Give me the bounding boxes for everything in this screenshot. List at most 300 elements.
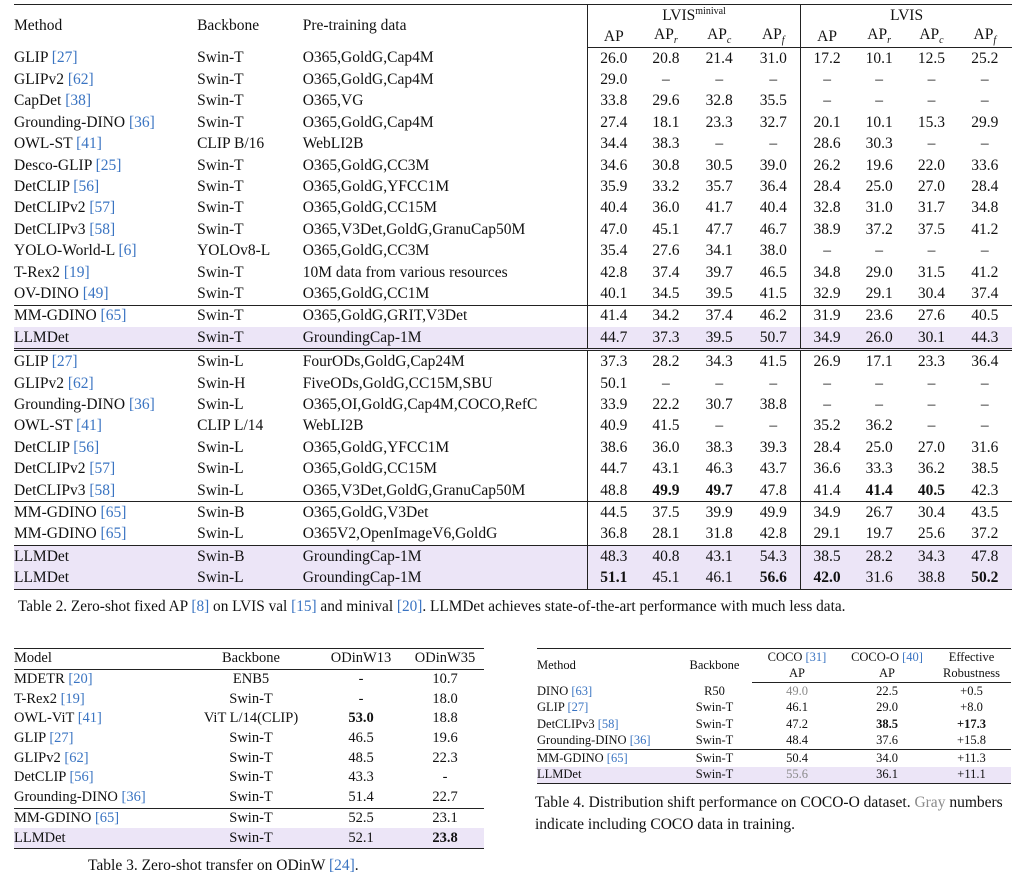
table-3-caption: Table 3. Zero-shot transfer on ODinW [24].	[88, 857, 359, 874]
value-cell: 21.4	[705, 49, 733, 67]
backbone-cell: Swin-T	[229, 769, 273, 786]
table-row	[14, 155, 1012, 176]
value-cell: 37.2	[971, 525, 999, 543]
effective-robustness-cell: +15.8	[957, 733, 986, 748]
backbone-cell: Swin-L	[197, 395, 244, 413]
backbone-cell: Swin-T	[677, 750, 752, 767]
table-row	[14, 48, 1012, 70]
value-cell: 35.2	[801, 416, 853, 437]
value-cell: 20.8	[652, 49, 680, 67]
value-cell: 36.4	[759, 178, 787, 196]
value-cell: 41.4	[587, 305, 639, 327]
table-row	[14, 788, 484, 808]
value-cell: 42.8	[759, 525, 787, 543]
value-cell: 26.7	[853, 502, 905, 524]
value-cell: 25.6	[917, 525, 946, 543]
value-cell: 29.6	[652, 92, 680, 110]
value-cell: 23.3	[905, 350, 957, 373]
value-cell: 29.1	[865, 284, 893, 302]
backbone-cell: Swin-T	[197, 284, 244, 302]
value-cell: 47.7	[705, 220, 733, 238]
value-cell: 39.7	[705, 263, 733, 281]
method-cell: DetCLIPv2 [57]	[14, 199, 116, 217]
pretraining-data-cell: O365,GoldG,Cap4M	[302, 113, 434, 131]
value-cell: 40.8	[640, 545, 692, 567]
pretraining-data-cell: 10M data from various resources	[302, 263, 508, 281]
coco-o-ap-cell: 22.5	[876, 683, 898, 698]
header-ap: AP	[842, 666, 932, 683]
value-cell: –	[769, 135, 778, 153]
table-row	[14, 198, 1012, 219]
backbone-cell: Swin-T	[197, 178, 244, 196]
value-cell: 31.8	[705, 525, 733, 543]
backbone-cell: Swin-T	[197, 156, 244, 174]
value-cell: 36.2	[917, 460, 946, 478]
method-cell: OWL-ST [41]	[14, 135, 102, 153]
value-cell: 31.0	[759, 49, 787, 67]
pretraining-data-cell: O365,GoldG,Cap4M	[302, 71, 434, 89]
value-cell: 49.9	[746, 502, 800, 524]
backbone-cell: Swin-T	[186, 828, 316, 848]
value-cell: 37.2	[865, 220, 893, 238]
odinw35-cell: 22.3	[432, 749, 458, 766]
value-cell: 36.2	[865, 417, 893, 435]
value-cell: 34.3	[905, 545, 957, 567]
header-pretraining-data: Pre-training data	[303, 5, 588, 48]
method-cell: CapDet [38]	[14, 92, 92, 110]
table-row	[14, 350, 1012, 373]
table-row	[537, 716, 1011, 733]
value-cell: –	[927, 395, 936, 413]
value-cell: 47.0	[587, 219, 639, 240]
backbone-cell: Swin-T	[229, 749, 273, 766]
value-cell: 41.5	[746, 350, 800, 373]
value-cell: 22.0	[917, 156, 946, 174]
value-cell: 49.7	[705, 481, 733, 499]
value-cell: 51.1	[587, 567, 639, 589]
value-cell: –	[980, 417, 989, 435]
value-cell: 40.4	[759, 199, 787, 217]
method-cell: Grounding-DINO [36]	[14, 113, 155, 131]
value-cell: 26.9	[801, 350, 853, 373]
method-cell: GLIP [27]	[537, 700, 589, 715]
table-row	[537, 750, 1011, 767]
value-cell: 30.7	[705, 395, 733, 413]
odinw13-cell: 43.3	[348, 769, 374, 786]
value-cell: –	[801, 394, 853, 415]
value-cell: –	[801, 69, 853, 90]
header-apf: $AP_f$	[958, 26, 1012, 48]
table-row	[14, 241, 1012, 262]
value-cell: 38.8	[905, 567, 957, 589]
pretraining-data-cell: O365,GoldG,V3Det	[303, 502, 588, 524]
value-cell: 23.3	[705, 113, 733, 131]
value-cell: 47.8	[759, 481, 787, 499]
value-cell: 50.7	[746, 327, 800, 350]
value-cell: –	[875, 92, 884, 110]
value-cell: 31.6	[853, 567, 905, 589]
value-cell: 33.8	[587, 91, 639, 112]
backbone-cell: CLIP B/16	[197, 135, 265, 153]
value-cell: 44.7	[587, 327, 639, 350]
method-cell: MM-GDINO [65]	[14, 525, 127, 543]
odinw13-cell: 52.5	[316, 808, 406, 828]
value-cell: –	[662, 71, 670, 89]
value-cell: 43.1	[692, 545, 746, 567]
value-cell: 37.5	[917, 220, 946, 238]
value-cell: –	[801, 241, 853, 262]
value-cell: 29.0	[865, 263, 893, 281]
method-cell: DetCLIPv3 [58]	[14, 220, 116, 238]
value-cell: 41.2	[971, 220, 999, 238]
method-cell: LLMDet	[14, 327, 197, 350]
table-row	[14, 112, 1012, 133]
value-cell: –	[980, 374, 989, 392]
backbone-cell: ENB5	[232, 671, 270, 688]
table-row	[14, 729, 484, 749]
pretraining-data-cell: O365,GoldG,Cap4M	[302, 49, 434, 67]
value-cell: 30.4	[917, 284, 946, 302]
value-cell: 36.0	[652, 438, 680, 456]
value-cell: 28.4	[801, 176, 853, 197]
model-cell: MDETR [20]	[14, 671, 93, 688]
header-method: Method	[537, 649, 677, 683]
method-cell: OWL-ST [41]	[14, 417, 102, 435]
effective-robustness-cell: +0.5	[960, 683, 983, 698]
method-cell: GLIP [27]	[14, 49, 78, 67]
value-cell: 31.6	[971, 438, 999, 456]
table-row	[14, 567, 1012, 589]
value-cell: 40.9	[587, 416, 639, 437]
value-cell: 40.5	[917, 481, 946, 499]
value-cell: 39.5	[705, 284, 733, 302]
value-cell: 30.4	[905, 502, 957, 524]
pretraining-data-cell: WebLI2B	[302, 417, 364, 435]
value-cell: 50.1	[587, 373, 639, 394]
value-cell: 41.2	[971, 263, 999, 281]
pretraining-data-cell: O365,OI,GoldG,Cap4M,COCO,RefC	[302, 395, 538, 413]
value-cell: 25.0	[865, 178, 893, 196]
model-cell: DetCLIP [56]	[14, 769, 94, 786]
odinw35-cell: 18.8	[432, 710, 458, 727]
header-apc: $AP_c$	[692, 26, 746, 48]
method-cell: LLMDet	[14, 545, 197, 567]
header-odinw13: ODinW13	[316, 649, 406, 670]
value-cell: 36.0	[652, 199, 680, 217]
backbone-cell: Swin-T	[186, 808, 316, 828]
backbone-cell: Swin-L	[197, 525, 244, 543]
header-lvis-minival: $LVIS^{minival}$	[587, 5, 800, 27]
table-row	[14, 748, 484, 768]
table-row	[14, 176, 1012, 197]
value-cell: 46.3	[705, 460, 733, 478]
value-cell: 12.5	[917, 49, 946, 67]
backbone-cell: CLIP L/14	[197, 417, 264, 435]
value-cell: 26.0	[587, 48, 639, 70]
table-row	[14, 545, 1012, 567]
table-row	[14, 709, 484, 729]
value-cell: 29.0	[587, 69, 639, 90]
value-cell: 35.5	[759, 92, 787, 110]
value-cell: 39.0	[759, 156, 787, 174]
value-cell: –	[662, 374, 670, 392]
table-4	[537, 648, 1011, 784]
value-cell: 54.3	[746, 545, 800, 567]
value-cell: 27.0	[917, 178, 946, 196]
coco-o-ap-cell: 29.0	[876, 700, 898, 715]
odinw13-cell: 51.4	[348, 789, 374, 806]
value-cell: 23.6	[853, 305, 905, 327]
header-backbone: Backbone	[197, 5, 303, 48]
value-cell: –	[980, 135, 989, 153]
backbone-cell: Swin-T	[197, 49, 244, 67]
method-cell: DetCLIPv3 [58]	[537, 716, 619, 731]
table-2	[14, 4, 1012, 590]
value-cell: 18.1	[652, 113, 680, 131]
value-cell: 27.4	[587, 112, 639, 133]
value-cell: 28.4	[971, 178, 999, 196]
odinw35-cell: 18.0	[432, 690, 458, 707]
backbone-cell: Swin-T	[197, 305, 303, 327]
table-row	[14, 91, 1012, 112]
value-cell: –	[980, 92, 989, 110]
backbone-cell: Swin-T	[197, 71, 244, 89]
pretraining-data-cell: O365,GoldG,CC1M	[302, 284, 430, 302]
value-cell: 37.4	[652, 263, 680, 281]
method-cell: GLIP [27]	[14, 350, 197, 373]
value-cell: 49.9	[652, 481, 680, 499]
odinw13-cell: -	[358, 690, 364, 707]
value-cell: 25.0	[865, 438, 893, 456]
odinw13-cell: 48.5	[348, 749, 374, 766]
value-cell: 34.4	[587, 134, 639, 155]
backbone-cell: Swin-T	[677, 767, 752, 784]
value-cell: 40.5	[958, 305, 1012, 327]
header-lvis: LVIS	[801, 5, 1012, 27]
pretraining-data-cell: FourODs,GoldG,Cap24M	[303, 350, 588, 373]
model-cell: GLIP [27]	[14, 730, 74, 747]
coco-ap-cell: 47.2	[786, 716, 808, 731]
backbone-cell: Swin-B	[197, 502, 303, 524]
odinw35-cell: 22.7	[432, 789, 458, 806]
value-cell: 30.1	[905, 327, 957, 350]
value-cell: 44.7	[587, 458, 639, 479]
value-cell: –	[801, 373, 853, 394]
value-cell: 22.2	[652, 395, 680, 413]
odinw35-cell: -	[442, 769, 448, 786]
header-odinw35: ODinW35	[406, 649, 484, 670]
header-ap: AP	[587, 26, 639, 48]
value-cell: –	[715, 135, 724, 153]
table-row	[14, 416, 1012, 437]
coco-o-ap-cell: 36.1	[842, 767, 932, 784]
table-row	[14, 502, 1012, 524]
value-cell: 27.6	[905, 305, 957, 327]
value-cell: –	[980, 395, 989, 413]
value-cell: –	[927, 417, 936, 435]
value-cell: 50.2	[958, 567, 1012, 589]
value-cell: 42.3	[971, 481, 999, 499]
value-cell: 28.1	[652, 525, 680, 543]
backbone-cell: R50	[704, 683, 725, 698]
value-cell: 46.7	[759, 220, 787, 238]
method-cell: Grounding-DINO [36]	[14, 395, 155, 413]
value-cell: 41.4	[865, 481, 893, 499]
table-row	[14, 134, 1012, 155]
backbone-cell: ViT L/14(CLIP)	[203, 710, 299, 727]
effective-robustness-cell: +11.3	[932, 750, 1011, 767]
value-cell: 39.9	[692, 502, 746, 524]
value-cell: 34.3	[692, 350, 746, 373]
method-cell: DetCLIPv3 [58]	[14, 481, 116, 499]
value-cell: 45.1	[652, 220, 680, 238]
table-row	[14, 480, 1012, 502]
value-cell: 34.6	[587, 155, 639, 176]
table-row	[14, 219, 1012, 240]
value-cell: –	[927, 374, 936, 392]
backbone-cell: Swin-L	[197, 438, 244, 456]
value-cell: 19.6	[865, 156, 893, 174]
value-cell: 41.5	[759, 284, 787, 302]
coco-o-ap-cell: 38.5	[876, 716, 898, 731]
table-2-caption: Table 2. Zero-shot fixed AP [8] on LVIS val [15] and minival [20]. LLMDet achieves state-of-the-art performance with much less data.	[18, 598, 846, 615]
table-header-row	[14, 649, 484, 670]
backbone-cell: YOLOv8-L	[197, 242, 271, 260]
value-cell: 38.0	[759, 242, 787, 260]
value-cell: 31.5	[917, 263, 946, 281]
value-cell: 15.3	[917, 113, 946, 131]
pretraining-data-cell: O365,GoldG,YFCC1M	[302, 178, 450, 196]
table-row	[14, 373, 1012, 394]
value-cell: 46.2	[746, 305, 800, 327]
value-cell: 34.1	[705, 242, 733, 260]
backbone-cell: Swin-T	[229, 789, 273, 806]
table-row	[537, 733, 1011, 750]
value-cell: 38.3	[652, 135, 680, 153]
value-cell: 44.3	[958, 327, 1012, 350]
coco-ap-cell: 46.1	[786, 700, 808, 715]
value-cell: 29.1	[801, 524, 853, 546]
header-backbone: Backbone	[677, 649, 752, 683]
method-cell: MM-GDINO [65]	[537, 750, 677, 767]
pretraining-data-cell: O365,GoldG,GRIT,V3Det	[303, 305, 588, 327]
header-method: Method	[14, 5, 197, 48]
value-cell: 40.4	[587, 198, 639, 219]
coco-ap-cell: 50.4	[752, 750, 842, 767]
odinw13-cell: -	[358, 671, 364, 688]
backbone-cell: Swin-T	[197, 327, 303, 350]
backbone-cell: Swin-H	[197, 374, 246, 392]
value-cell: 41.4	[801, 480, 853, 502]
value-cell: 27.6	[652, 242, 680, 260]
header-effective: Effective	[932, 649, 1011, 666]
header-coco-o: COCO-O [40]	[842, 649, 932, 666]
model-cell: Grounding-DINO [36]	[14, 789, 146, 806]
table-row	[14, 808, 484, 828]
value-cell: 25.2	[971, 49, 999, 67]
value-cell: 30.5	[705, 156, 733, 174]
odinw13-cell: 53.0	[348, 710, 374, 727]
value-cell: 32.9	[801, 283, 853, 305]
table-4-caption: Table 4. Distribution shift performance on COCO-O dataset. Gray numbers indicate including COCO data in training.	[535, 794, 1003, 833]
method-cell: YOLO-World-L [6]	[14, 242, 137, 260]
method-cell: OV-DINO [49]	[14, 284, 109, 302]
pretraining-data-cell: O365,GoldG,CC3M	[302, 242, 430, 260]
method-cell: MM-GDINO [65]	[14, 502, 197, 524]
value-cell: 37.5	[640, 502, 692, 524]
backbone-cell: Swin-T	[229, 690, 273, 707]
value-cell: 35.9	[587, 176, 639, 197]
value-cell: 26.0	[853, 327, 905, 350]
table-3	[14, 648, 484, 849]
pretraining-data-cell: O365,VG	[302, 92, 364, 110]
value-cell: 34.5	[652, 284, 680, 302]
value-cell: 34.8	[801, 262, 853, 283]
coco-o-ap-cell: 34.0	[842, 750, 932, 767]
backbone-cell: Swin-L	[197, 567, 303, 589]
pretraining-data-cell: GroundingCap-1M	[303, 567, 588, 589]
method-cell: Grounding-DINO [36]	[537, 733, 651, 748]
backbone-cell: Swin-T	[197, 263, 244, 281]
backbone-cell: Swin-T	[229, 730, 273, 747]
table-row	[14, 524, 1012, 546]
value-cell: 31.0	[865, 199, 893, 217]
value-cell: 28.2	[853, 545, 905, 567]
value-cell: –	[875, 374, 884, 392]
method-cell: LLMDet	[14, 567, 197, 589]
value-cell: 37.3	[640, 327, 692, 350]
backbone-cell: Swin-L	[197, 350, 303, 373]
table-row	[14, 669, 484, 689]
value-cell: 32.7	[759, 113, 787, 131]
value-cell: 33.3	[865, 460, 893, 478]
method-cell: Desco-GLIP [25]	[14, 156, 122, 174]
header-model: Model	[14, 649, 186, 670]
value-cell: 42.8	[587, 262, 639, 283]
value-cell: 46.1	[692, 567, 746, 589]
value-cell: –	[927, 92, 936, 110]
table-header-row	[14, 5, 1012, 27]
table-row	[14, 828, 484, 848]
odinw35-cell: 19.6	[432, 730, 458, 747]
table-row	[14, 394, 1012, 415]
odinw13-cell: 46.5	[348, 730, 374, 747]
method-cell: DINO [63]	[537, 683, 593, 698]
value-cell: 39.3	[759, 438, 787, 456]
table-row	[14, 437, 1012, 458]
table-header-row	[537, 649, 1011, 666]
value-cell: 34.9	[801, 502, 853, 524]
table-row	[14, 69, 1012, 90]
pretraining-data-cell: FiveODs,GoldG,CC15M,SBU	[302, 374, 493, 392]
value-cell: 38.5	[801, 545, 853, 567]
backbone-cell: Swin-L	[197, 481, 244, 499]
table-row	[537, 767, 1011, 784]
value-cell: 28.4	[801, 437, 853, 458]
value-cell: 38.5	[971, 460, 999, 478]
value-cell: 43.5	[958, 502, 1012, 524]
method-cell: DetCLIP [56]	[14, 178, 100, 196]
value-cell: 35.4	[587, 241, 639, 262]
value-cell: 34.2	[640, 305, 692, 327]
value-cell: 33.2	[652, 178, 680, 196]
value-cell: 48.8	[587, 480, 639, 502]
value-cell: 36.6	[801, 458, 853, 479]
model-cell: T-Rex2 [19]	[14, 690, 85, 707]
value-cell: 10.1	[865, 113, 893, 131]
value-cell: 29.9	[971, 113, 999, 131]
value-cell: 39.5	[692, 327, 746, 350]
